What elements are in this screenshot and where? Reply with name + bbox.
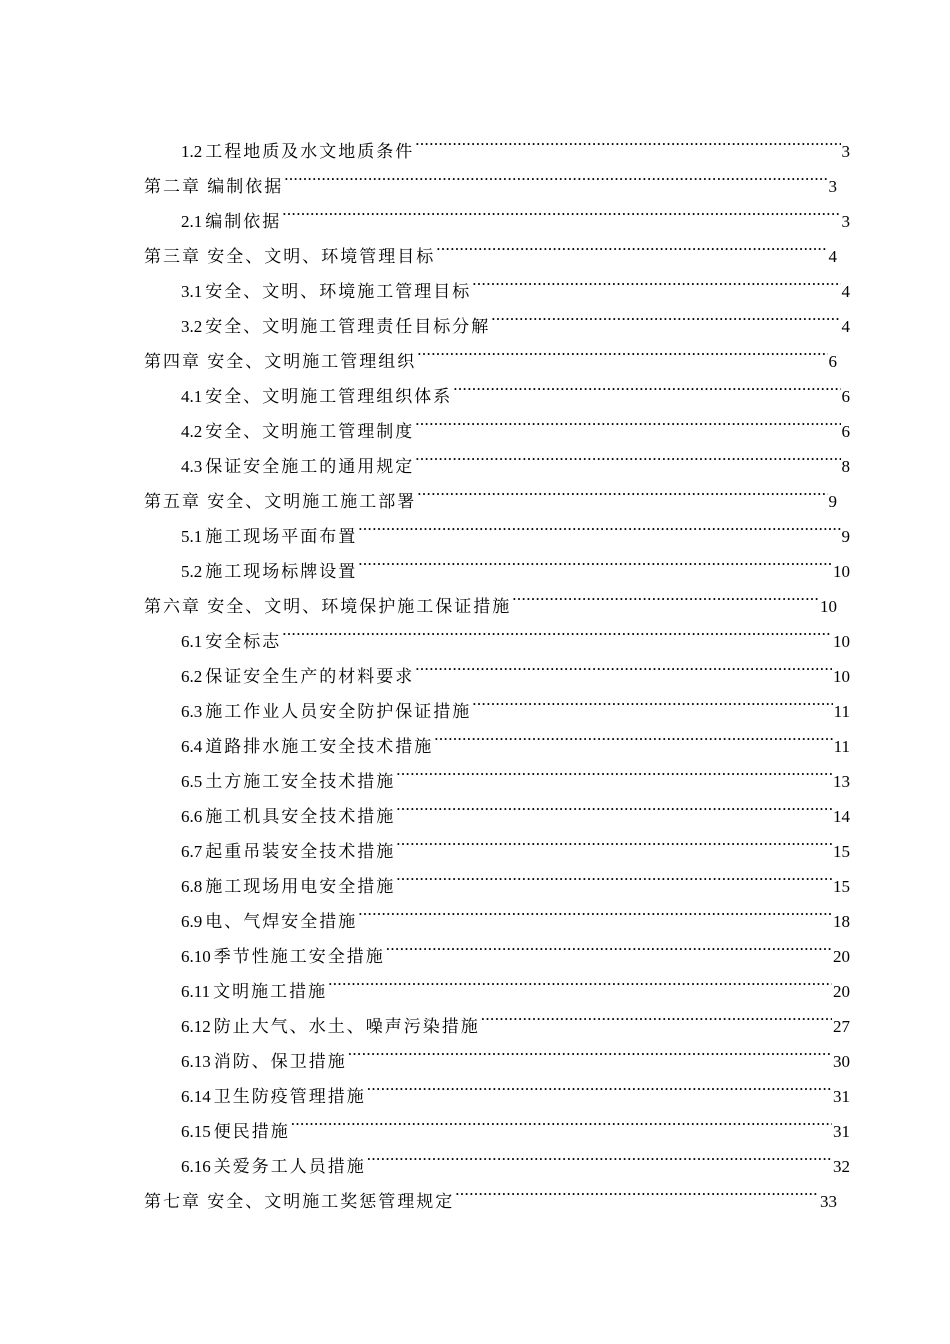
toc-section-entry[interactable] xyxy=(0,437,950,476)
dot-leader xyxy=(396,787,832,822)
toc-page-number: 9 xyxy=(828,492,837,511)
toc-section-number: 6.11 xyxy=(181,982,211,1001)
dot-leader xyxy=(436,227,827,262)
toc-section-entry[interactable] xyxy=(0,402,950,441)
dot-leader xyxy=(396,752,832,787)
dot-leader xyxy=(415,647,832,682)
toc-section-entry[interactable] xyxy=(0,717,950,756)
toc-page-number: 14 xyxy=(833,807,850,826)
toc-section-number: 6.12 xyxy=(181,1017,211,1036)
dot-leader xyxy=(282,612,832,647)
toc-section-entry[interactable] xyxy=(0,367,950,406)
toc-section-entry[interactable] xyxy=(0,192,950,231)
dot-leader xyxy=(453,367,840,402)
toc-section-entry[interactable] xyxy=(0,752,950,791)
toc-section-number: 6.7 xyxy=(181,842,203,861)
table-of-contents xyxy=(0,122,950,1211)
dot-leader xyxy=(481,997,832,1032)
toc-title-text: 文明施工措施 xyxy=(213,982,328,1001)
toc-title-text: 土方施工安全技术措施 xyxy=(205,772,396,791)
toc-section-number: 6.2 xyxy=(181,667,203,686)
toc-section-entry[interactable] xyxy=(0,1032,950,1071)
toc-title-text: 施工现场平面布置 xyxy=(205,527,358,546)
toc-section-entry[interactable] xyxy=(0,787,950,826)
toc-section-entry[interactable] xyxy=(0,542,950,581)
toc-section-number: 6.13 xyxy=(181,1052,211,1071)
toc-page-number: 6 xyxy=(841,387,850,406)
toc-title-text: 便民措施 xyxy=(213,1122,290,1141)
toc-title-text: 施工现场用电安全措施 xyxy=(205,877,396,896)
dot-leader xyxy=(396,822,832,857)
toc-page-number: 11 xyxy=(833,702,850,721)
toc-title-text: 保证安全施工的通用规定 xyxy=(205,457,415,476)
toc-page-number: 3 xyxy=(828,177,837,196)
toc-chapter-entry[interactable] xyxy=(0,1172,950,1211)
toc-section-entry[interactable] xyxy=(0,647,950,686)
toc-chapter-entry[interactable] xyxy=(0,577,950,616)
toc-section-number: 5.2 xyxy=(181,562,203,581)
toc-title-text: 编制依据 xyxy=(205,212,282,231)
toc-section-number: 6.8 xyxy=(181,877,203,896)
dot-leader xyxy=(415,122,840,157)
toc-page-number: 31 xyxy=(833,1122,850,1141)
dot-leader xyxy=(417,332,827,367)
toc-page-number: 30 xyxy=(833,1052,850,1071)
toc-title-text: 消防、保卫措施 xyxy=(213,1052,347,1071)
dot-leader xyxy=(434,717,832,752)
dot-leader xyxy=(348,1032,832,1067)
toc-title-text: 保证安全生产的材料要求 xyxy=(205,667,415,686)
toc-page-number: 10 xyxy=(833,667,850,686)
dot-leader xyxy=(455,1172,819,1207)
toc-title-text: 安全、文明、环境施工管理目标 xyxy=(205,282,472,301)
toc-section-entry[interactable] xyxy=(0,857,950,896)
toc-page-number: 3 xyxy=(841,212,850,231)
toc-title-text: 起重吊装安全技术措施 xyxy=(205,842,396,861)
dot-leader xyxy=(415,402,840,437)
toc-section-number: 6.16 xyxy=(181,1157,211,1176)
toc-page-number: 15 xyxy=(833,877,850,896)
toc-page-number: 31 xyxy=(833,1087,850,1106)
toc-title-text: 电、气焊安全措施 xyxy=(205,912,358,931)
dot-leader xyxy=(291,1102,832,1137)
dot-leader xyxy=(284,157,827,192)
toc-section-entry[interactable] xyxy=(0,927,950,966)
toc-section-entry[interactable] xyxy=(0,682,950,721)
toc-section-entry[interactable] xyxy=(0,612,950,651)
toc-chapter-entry[interactable] xyxy=(0,157,950,196)
toc-title-text: 第六章 安全、文明、环境保护施工保证措施 xyxy=(144,597,512,616)
toc-section-entry[interactable] xyxy=(0,962,950,1001)
toc-section-entry[interactable] xyxy=(0,507,950,546)
toc-page-number: 9 xyxy=(841,527,850,546)
toc-section-number: 6.9 xyxy=(181,912,203,931)
toc-section-number: 6.15 xyxy=(181,1122,211,1141)
toc-title-text: 施工现场标牌设置 xyxy=(205,562,358,581)
toc-section-entry[interactable] xyxy=(0,997,950,1036)
toc-title-text: 季节性施工安全措施 xyxy=(213,947,385,966)
toc-title-text: 安全、文明施工管理责任目标分解 xyxy=(205,317,491,336)
toc-section-number: 6.6 xyxy=(181,807,203,826)
toc-page-number: 10 xyxy=(833,562,850,581)
toc-title-text: 道路排水施工安全技术措施 xyxy=(205,737,434,756)
toc-title-text: 第三章 安全、文明、环境管理目标 xyxy=(144,247,436,266)
toc-page-number: 15 xyxy=(833,842,850,861)
toc-section-entry[interactable] xyxy=(0,822,950,861)
dot-leader xyxy=(512,577,819,612)
toc-section-number: 6.1 xyxy=(181,632,203,651)
dot-leader xyxy=(491,297,840,332)
toc-title-text: 第七章 安全、文明施工奖惩管理规定 xyxy=(144,1192,455,1211)
toc-section-number: 6.14 xyxy=(181,1087,211,1106)
toc-page-number: 20 xyxy=(833,947,850,966)
dot-leader xyxy=(358,892,832,927)
toc-title-text: 第四章 安全、文明施工管理组织 xyxy=(144,352,417,371)
dot-leader xyxy=(328,962,832,997)
toc-title-text: 安全、文明施工管理组织体系 xyxy=(205,387,453,406)
dot-leader xyxy=(358,507,840,542)
toc-title-text: 工程地质及水文地质条件 xyxy=(205,142,415,161)
toc-title-text: 安全标志 xyxy=(205,632,282,651)
dot-leader xyxy=(396,857,832,892)
toc-page-number: 18 xyxy=(833,912,850,931)
dot-leader xyxy=(386,927,832,962)
toc-page-number: 6 xyxy=(828,352,837,371)
toc-section-number: 4.3 xyxy=(181,457,203,476)
toc-entry-title xyxy=(144,1184,454,1219)
toc-title-text: 施工机具安全技术措施 xyxy=(205,807,396,826)
dot-leader xyxy=(472,682,832,717)
dot-leader xyxy=(367,1137,832,1172)
toc-section-number: 3.2 xyxy=(181,317,203,336)
dot-leader xyxy=(282,192,840,227)
toc-title-text: 防止大气、水土、噪声污染措施 xyxy=(213,1017,480,1036)
toc-page-number: 4 xyxy=(841,282,850,301)
toc-section-entry[interactable] xyxy=(0,122,950,161)
toc-section-number: 1.2 xyxy=(181,142,203,161)
dot-leader xyxy=(367,1067,832,1102)
toc-section-entry[interactable] xyxy=(0,1102,950,1141)
toc-section-entry[interactable] xyxy=(0,1137,950,1176)
toc-section-number: 6.4 xyxy=(181,737,203,756)
toc-page-number: 8 xyxy=(841,457,850,476)
toc-title-text: 第五章 安全、文明施工施工部署 xyxy=(144,492,417,511)
toc-page-number: 27 xyxy=(833,1017,850,1036)
toc-section-entry[interactable] xyxy=(0,262,950,301)
toc-section-number: 4.2 xyxy=(181,422,203,441)
toc-section-number: 6.3 xyxy=(181,702,203,721)
toc-section-number: 6.5 xyxy=(181,772,203,791)
toc-page-number: 32 xyxy=(833,1157,850,1176)
toc-page-number: 3 xyxy=(841,142,850,161)
toc-page-number: 10 xyxy=(833,632,850,651)
toc-section-number: 2.1 xyxy=(181,212,203,231)
toc-chapter-entry[interactable] xyxy=(0,332,950,371)
toc-title-text: 安全、文明施工管理制度 xyxy=(205,422,415,441)
toc-section-entry[interactable] xyxy=(0,892,950,931)
toc-title-text: 施工作业人员安全防护保证措施 xyxy=(205,702,472,721)
toc-page-number: 11 xyxy=(833,737,850,756)
toc-page-number: 10 xyxy=(820,597,837,616)
dot-leader xyxy=(472,262,840,297)
toc-title-text: 第二章 编制依据 xyxy=(144,177,284,196)
toc-page-number: 4 xyxy=(828,247,837,266)
toc-title-text: 关爱务工人员措施 xyxy=(213,1157,366,1176)
toc-page-number: 33 xyxy=(820,1192,837,1211)
toc-section-number: 4.1 xyxy=(181,387,203,406)
dot-leader xyxy=(415,437,840,472)
toc-page-number: 6 xyxy=(841,422,850,441)
dot-leader xyxy=(358,542,832,577)
toc-title-text: 卫生防疫管理措施 xyxy=(213,1087,366,1106)
toc-page-number: 4 xyxy=(841,317,850,336)
toc-section-number: 3.1 xyxy=(181,282,203,301)
toc-section-number: 5.1 xyxy=(181,527,203,546)
toc-section-entry[interactable] xyxy=(0,297,950,336)
toc-page-number: 13 xyxy=(833,772,850,791)
toc-chapter-entry[interactable] xyxy=(0,472,950,511)
toc-page-number: 20 xyxy=(833,982,850,1001)
toc-entry-line xyxy=(144,1172,837,1219)
toc-section-entry[interactable] xyxy=(0,1067,950,1106)
toc-chapter-entry[interactable] xyxy=(0,227,950,266)
toc-section-number: 6.10 xyxy=(181,947,211,966)
dot-leader xyxy=(417,472,827,507)
